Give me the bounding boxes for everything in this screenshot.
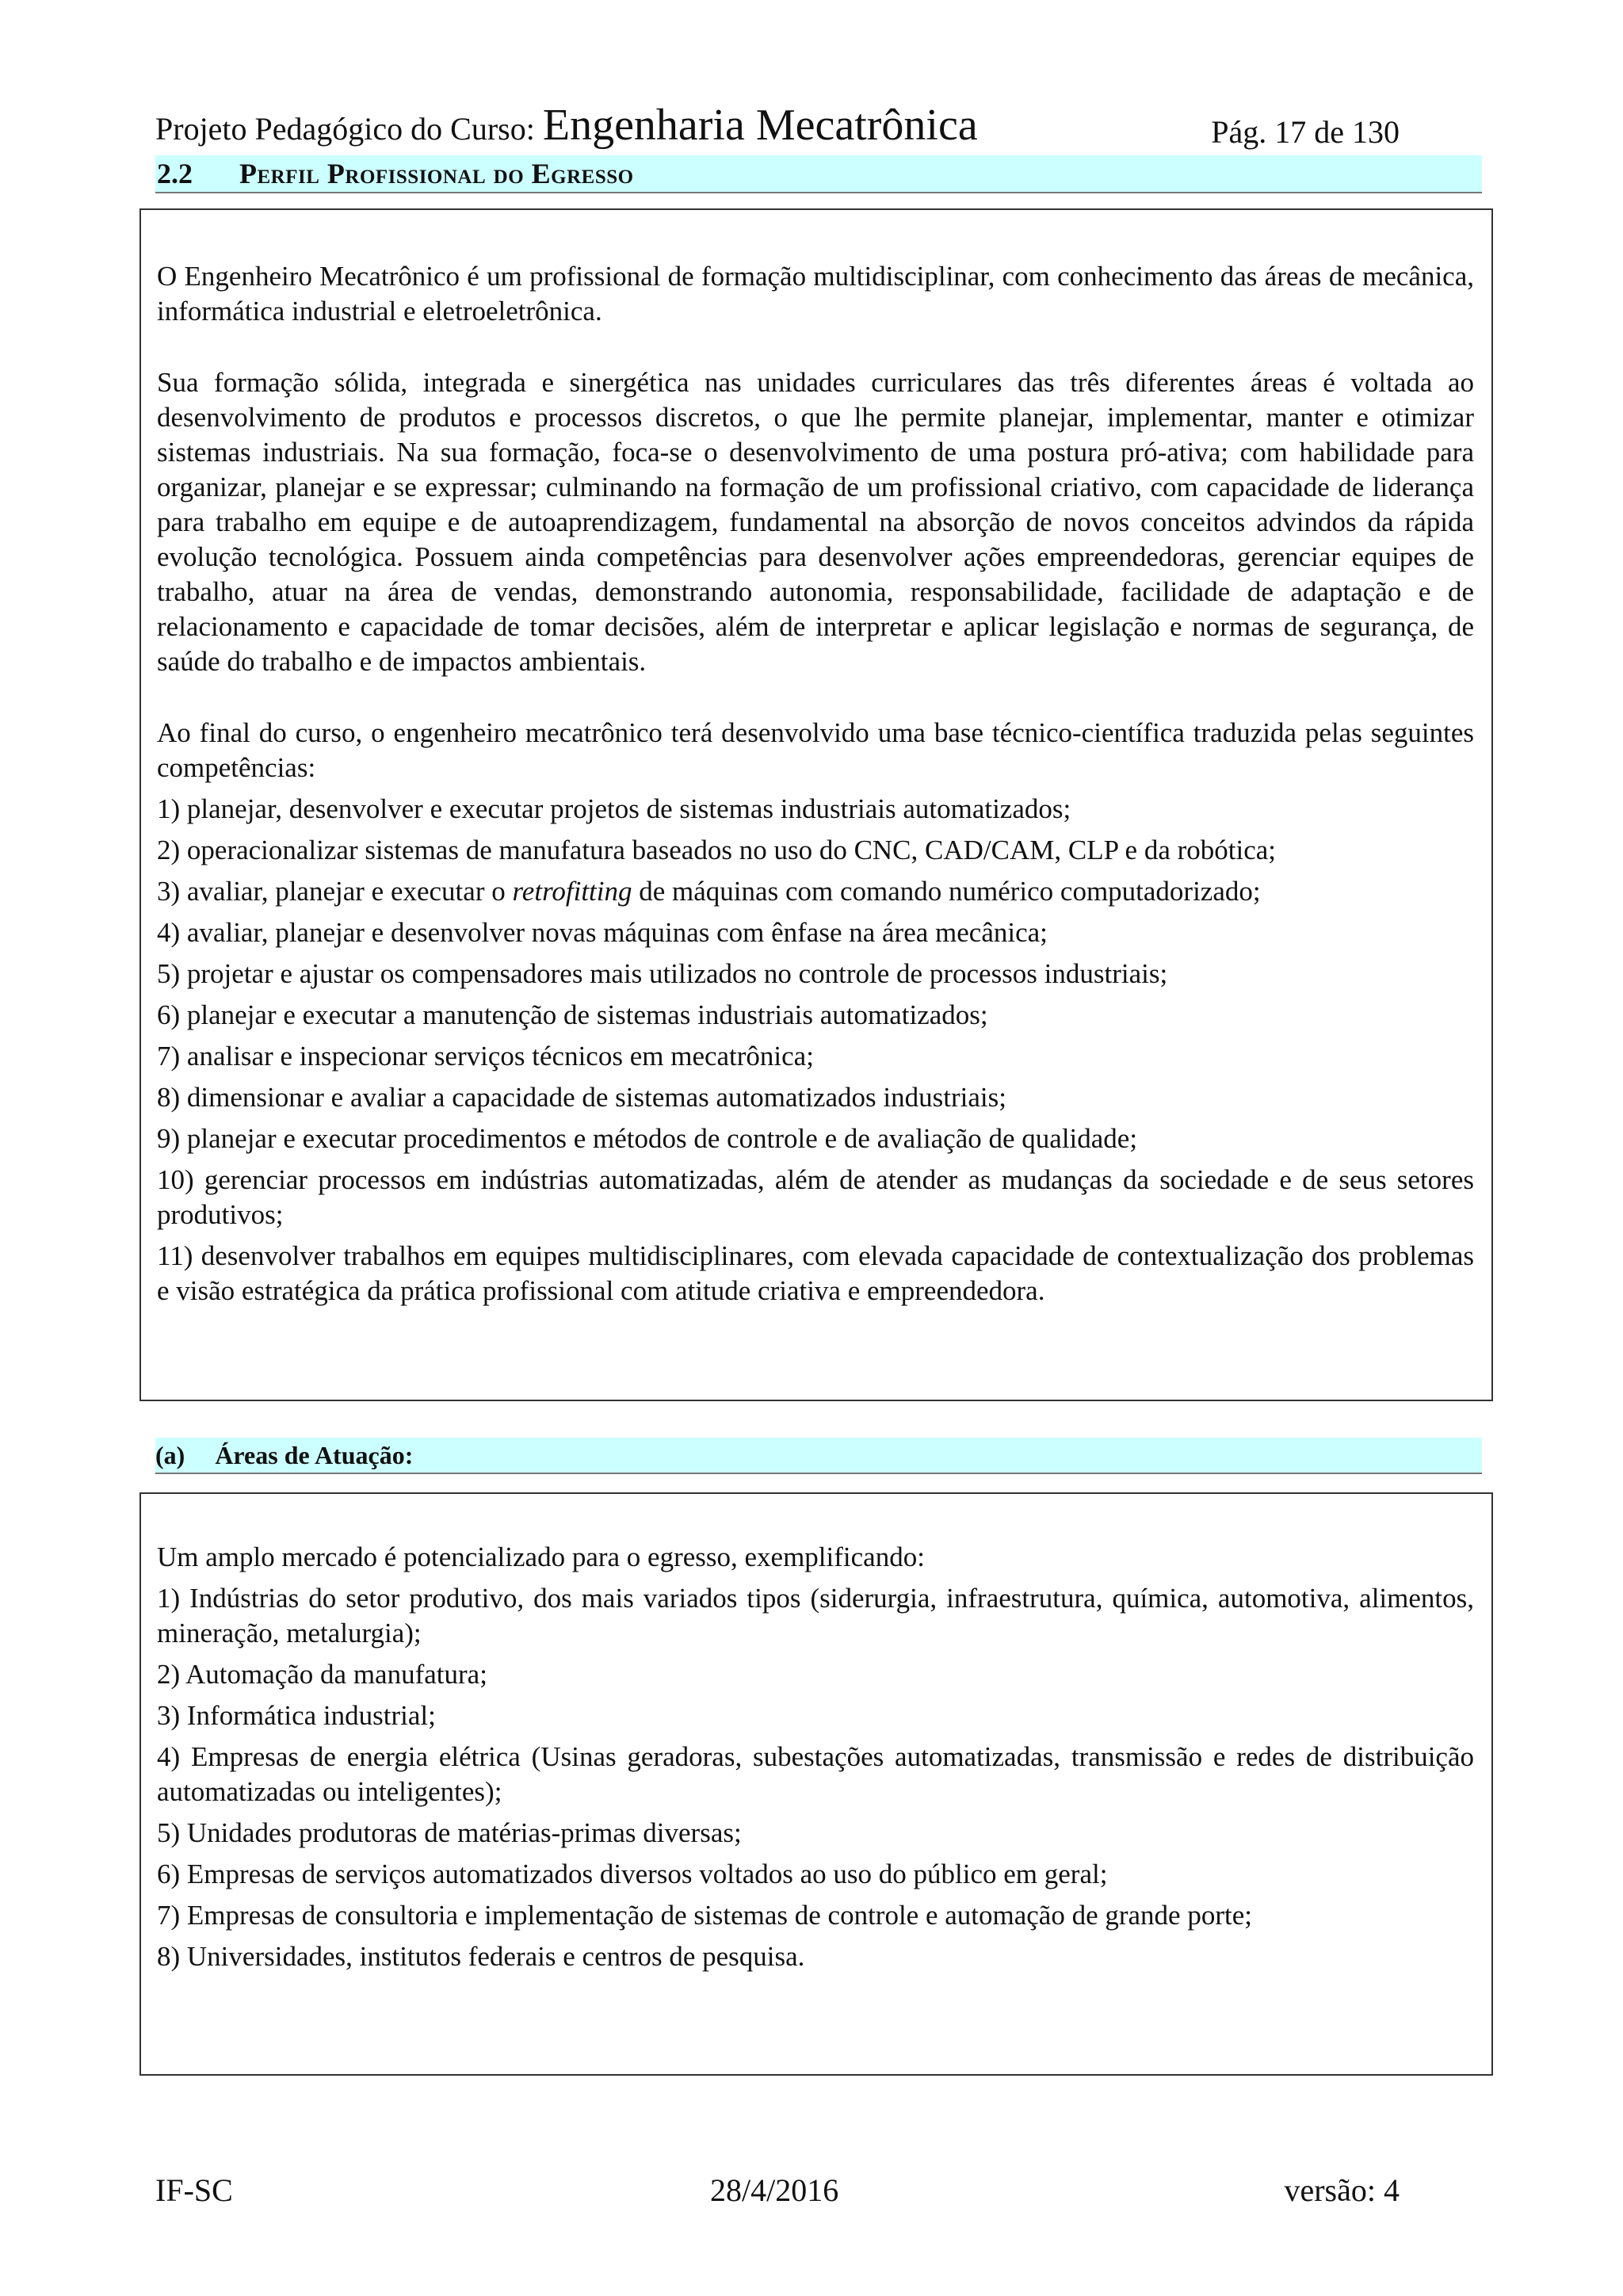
footer-institution: IF-SC bbox=[155, 2172, 233, 2208]
page-header bbox=[155, 94, 1423, 157]
footer-date: 28/4/2016 bbox=[710, 2172, 839, 2208]
section-number: 2.2 bbox=[157, 158, 193, 189]
competency-item: 4) avaliar, planejar e desenvolver novas máquinas com ênfase na área mecânica; bbox=[157, 917, 1048, 948]
section-heading bbox=[155, 155, 1482, 193]
area-item: 2) Automação da manufatura; bbox=[157, 1659, 487, 1690]
area-item: 6) Empresas de serviços automatizados diversos voltados ao uso do público em geral; bbox=[157, 1859, 1108, 1889]
areas-list bbox=[157, 1581, 1474, 1974]
page-footer bbox=[155, 2172, 1423, 2211]
header-prefix: Projeto Pedagógico do Curso: bbox=[155, 111, 535, 147]
competency-item: 3) avaliar, planejar e executar o retrofitting de máquinas com comando numérico computadorizado; bbox=[157, 876, 1261, 907]
area-item: 8) Universidades, institutos federais e centros de pesquisa. bbox=[157, 1941, 805, 1972]
area-item: 1) Indústrias do setor produtivo, dos mais variados tipos (siderurgia, infraestrutura, química, automotiva, alimentos, mineração, metalurgia); bbox=[157, 1583, 1474, 1648]
areas-intro: Um amplo mercado é potencializado para o egresso, exemplificando: bbox=[157, 1541, 925, 1572]
area-item: 5) Unidades produtoras de matérias-primas diversas; bbox=[157, 1817, 742, 1848]
subsection-title: Áreas de Atuação: bbox=[215, 1441, 414, 1469]
competency-item: 10) gerenciar processos em indústrias automatizadas, além de atender as mudanças da sociedade e de seus setores produtivos; bbox=[157, 1164, 1474, 1230]
profile-box bbox=[139, 208, 1493, 1401]
subsection-label: (a) bbox=[155, 1441, 185, 1469]
header-course bbox=[155, 100, 978, 151]
competency-item: 9) planejar e executar procedimentos e métodos de controle e de avaliação de qualidade; bbox=[157, 1123, 1138, 1154]
competency-item: 5) projetar e ajustar os compensadores mais utilizados no controle de processos industriais; bbox=[157, 958, 1168, 989]
competency-item: 8) dimensionar e avaliar a capacidade de sistemas automatizados industriais; bbox=[157, 1082, 1006, 1113]
competencies-intro: Ao final do curso, o engenheiro mecatrônico terá desenvolvido uma base técnico-científica traduzida pelas seguintes competências: bbox=[157, 717, 1474, 783]
emphasis-text: retrofitting bbox=[512, 876, 632, 907]
area-item: 4) Empresas de energia elétrica (Usinas geradoras, subestações automatizadas, transmissão e redes de distribuição automatizadas ou inteligentes); bbox=[157, 1741, 1474, 1807]
area-item: 3) Informática industrial; bbox=[157, 1700, 436, 1731]
areas-box bbox=[139, 1492, 1493, 2076]
section-title: Perfil Profissional do Egresso bbox=[239, 158, 634, 189]
area-item: 7) Empresas de consultoria e implementação de sistemas de controle e automação de grande porte; bbox=[157, 1900, 1252, 1931]
competency-item: 6) planejar e executar a manutenção de sistemas industriais automatizados; bbox=[157, 999, 988, 1030]
course-name: Engenharia Mecatrônica bbox=[542, 101, 978, 150]
competencies-list bbox=[157, 792, 1474, 1308]
profile-intro: O Engenheiro Mecatrônico é um profissional de formação multidisciplinar, com conhecimento das áreas de mecânica, informática industrial e eletroeletrônica. bbox=[157, 261, 1474, 327]
subsection-heading bbox=[155, 1438, 1482, 1474]
competency-item: 11) desenvolver trabalhos em equipes multidisciplinares, com elevada capacidade de contextualização dos problemas e visão estratégica da prática profissional com atitude criativa e empreendedora. bbox=[157, 1240, 1474, 1306]
page-number: Pág. 17 de 130 bbox=[1211, 114, 1400, 150]
footer-version: versão: 4 bbox=[1284, 2172, 1400, 2208]
profile-formation: Sua formação sólida, integrada e sinergética nas unidades curriculares das três diferentes áreas é voltada ao desenvolvimento de produtos e processos discretos, o que lhe permite planejar, implementar, manter e otimizar sistemas industriais. Na sua formação, foca-se o desenvolvimento de uma postura pró-ativa; com habilidade para organizar, planejar e se expressar; culminando na formação de um profissional criativo, com capacidade de liderança para trabalho em equipe e de autoaprendizagem, fundamental na absorção de novos conceitos advindos da rápida evolução tecnológica. Possuem ainda competências para desenvolver ações empreendedoras, gerenciar equipes de trabalho, atuar na área de vendas, demonstrando autonomia, responsabilidade, facilidade de adaptação e de relacionamento e capacidade de tomar decisões, além de interpretar e aplicar legislação e normas de segurança, de saúde do trabalho e de impactos ambientais. bbox=[157, 367, 1474, 677]
competency-item: 1) planejar, desenvolver e executar projetos de sistemas industriais automatizados; bbox=[157, 793, 1071, 824]
competency-item: 7) analisar e inspecionar serviços técnicos em mecatrônica; bbox=[157, 1041, 814, 1072]
competency-item: 2) operacionalizar sistemas de manufatura baseados no uso do CNC, CAD/CAM, CLP e da robótica; bbox=[157, 835, 1276, 865]
